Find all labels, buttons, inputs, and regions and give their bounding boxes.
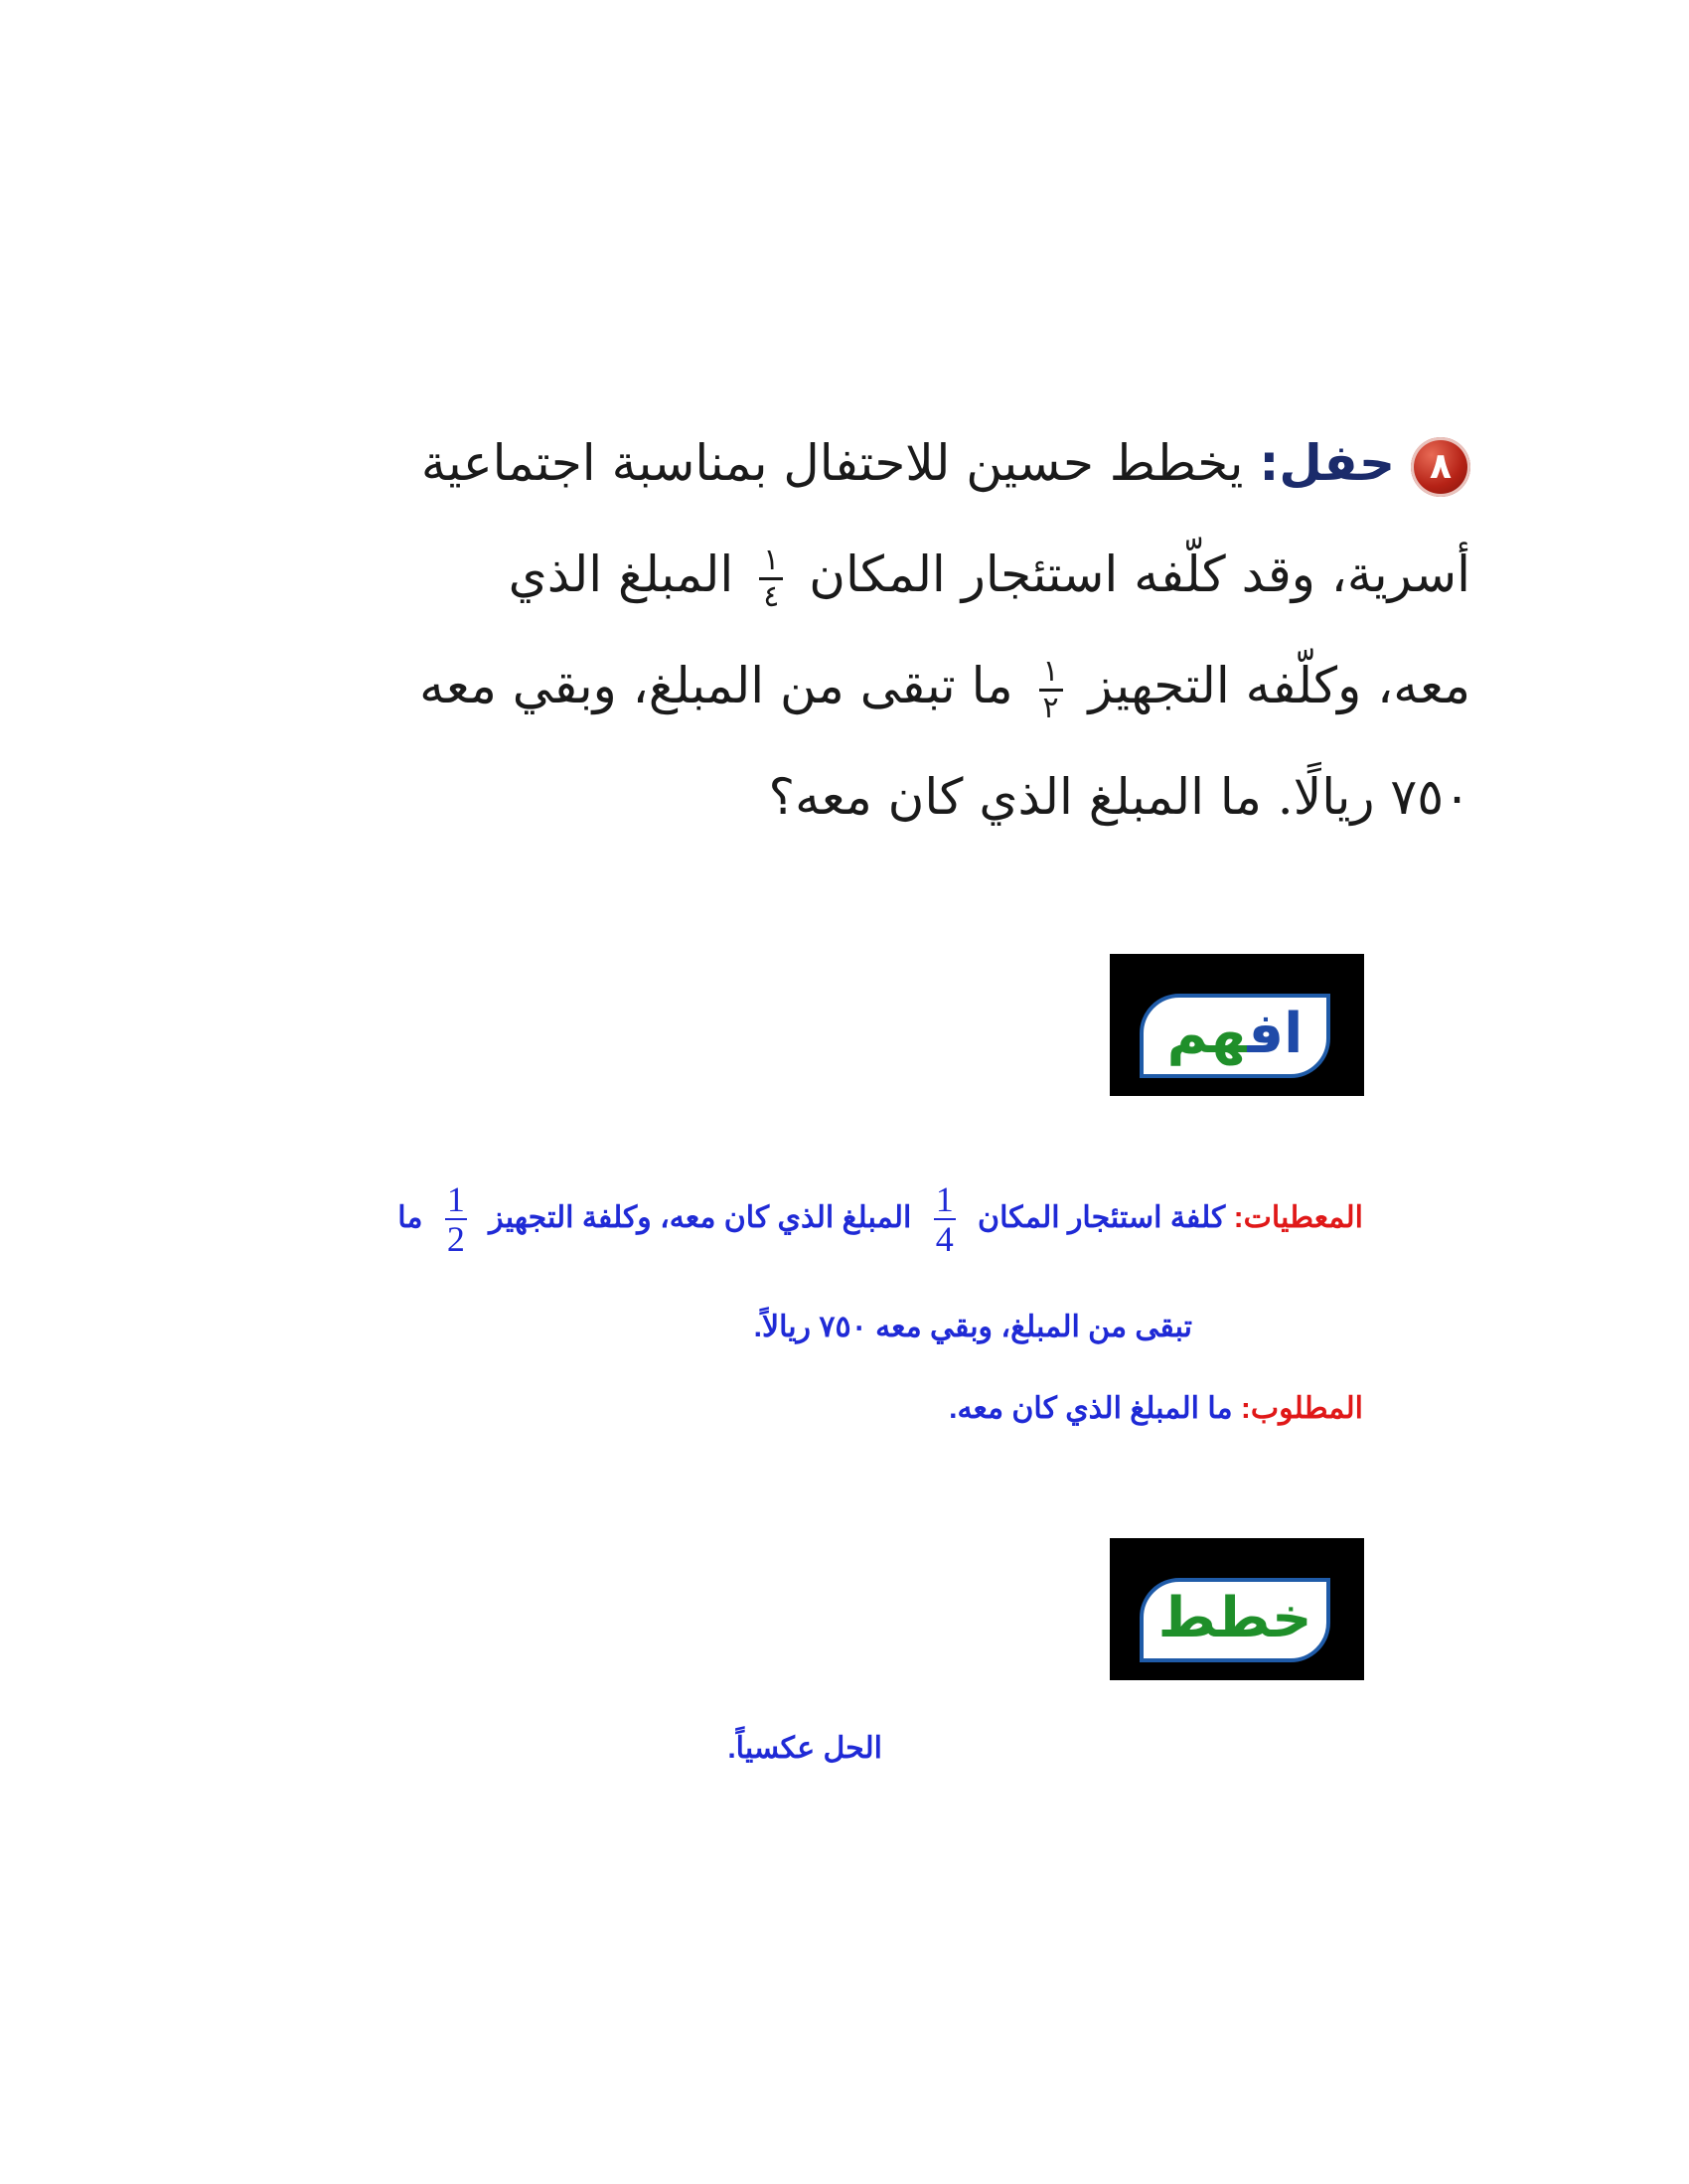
problem-line-2-a: أسرية، وقد كلّفه استئجار المكان xyxy=(809,546,1470,603)
problem-line-1-text: يخطط حسين للاحتفال بمناسبة اجتماعية xyxy=(420,434,1244,492)
givens-line-1 xyxy=(397,1180,1363,1258)
problem-statement xyxy=(419,407,1470,853)
plan-text xyxy=(727,1731,882,1766)
problem-number-badge: ٨ xyxy=(1411,437,1470,497)
understand-badge-part-a: اف xyxy=(1247,1002,1304,1066)
problem-line-3 xyxy=(419,630,1470,741)
givens-text-c: ما xyxy=(397,1200,423,1234)
problem-keyword: حفل: xyxy=(1259,434,1395,492)
givens-line-2-text: تبقى من المبلغ، وبقي معه ٧٥٠ ريالاً. xyxy=(753,1311,1192,1343)
givens-text-b: المبلغ الذي كان معه، وكلفة التجهيز xyxy=(489,1200,912,1234)
problem-line-1 xyxy=(420,407,1470,519)
required-line xyxy=(949,1391,1363,1426)
plan-text-content: الحل عكسياً. xyxy=(727,1732,882,1765)
problem-line-3-b: ما تبقى من المبلغ، وبقي معه xyxy=(419,657,1013,714)
givens-text-a: كلفة استئجار المكان xyxy=(978,1200,1226,1234)
problem-line-2 xyxy=(437,519,1470,630)
problem-line-4-text: ٧٥٠ ريالًا. ما المبلغ الذي كان معه؟ xyxy=(768,768,1470,826)
givens-line-2 xyxy=(754,1310,1192,1344)
givens-fraction-half: $\frac{1}{2}$ xyxy=(446,1179,465,1259)
plan-badge xyxy=(1110,1538,1364,1680)
understand-badge xyxy=(1110,954,1364,1096)
plan-badge-text: خطط xyxy=(1157,1586,1312,1650)
problem-line-3-a: معه، وكلّفه التجهيز xyxy=(1088,657,1470,714)
problem-line-4 xyxy=(437,741,1470,853)
givens-fraction-quarter: $\frac{1}{4}$ xyxy=(935,1179,954,1259)
understand-badge-part-b: هم xyxy=(1166,1002,1248,1066)
fraction-one-quarter: $\frac{١}{٤}$ xyxy=(759,544,783,614)
givens-label: المعطيات: xyxy=(1233,1200,1363,1234)
fraction-one-half: $\frac{١}{٢}$ xyxy=(1039,655,1063,725)
understand-badge-label xyxy=(1140,994,1330,1078)
required-label: المطلوب: xyxy=(1240,1392,1363,1425)
plan-badge-label xyxy=(1140,1578,1330,1662)
problem-line-2-b: المبلغ الذي xyxy=(508,546,734,603)
required-text: ما المبلغ الذي كان معه. xyxy=(949,1392,1233,1425)
